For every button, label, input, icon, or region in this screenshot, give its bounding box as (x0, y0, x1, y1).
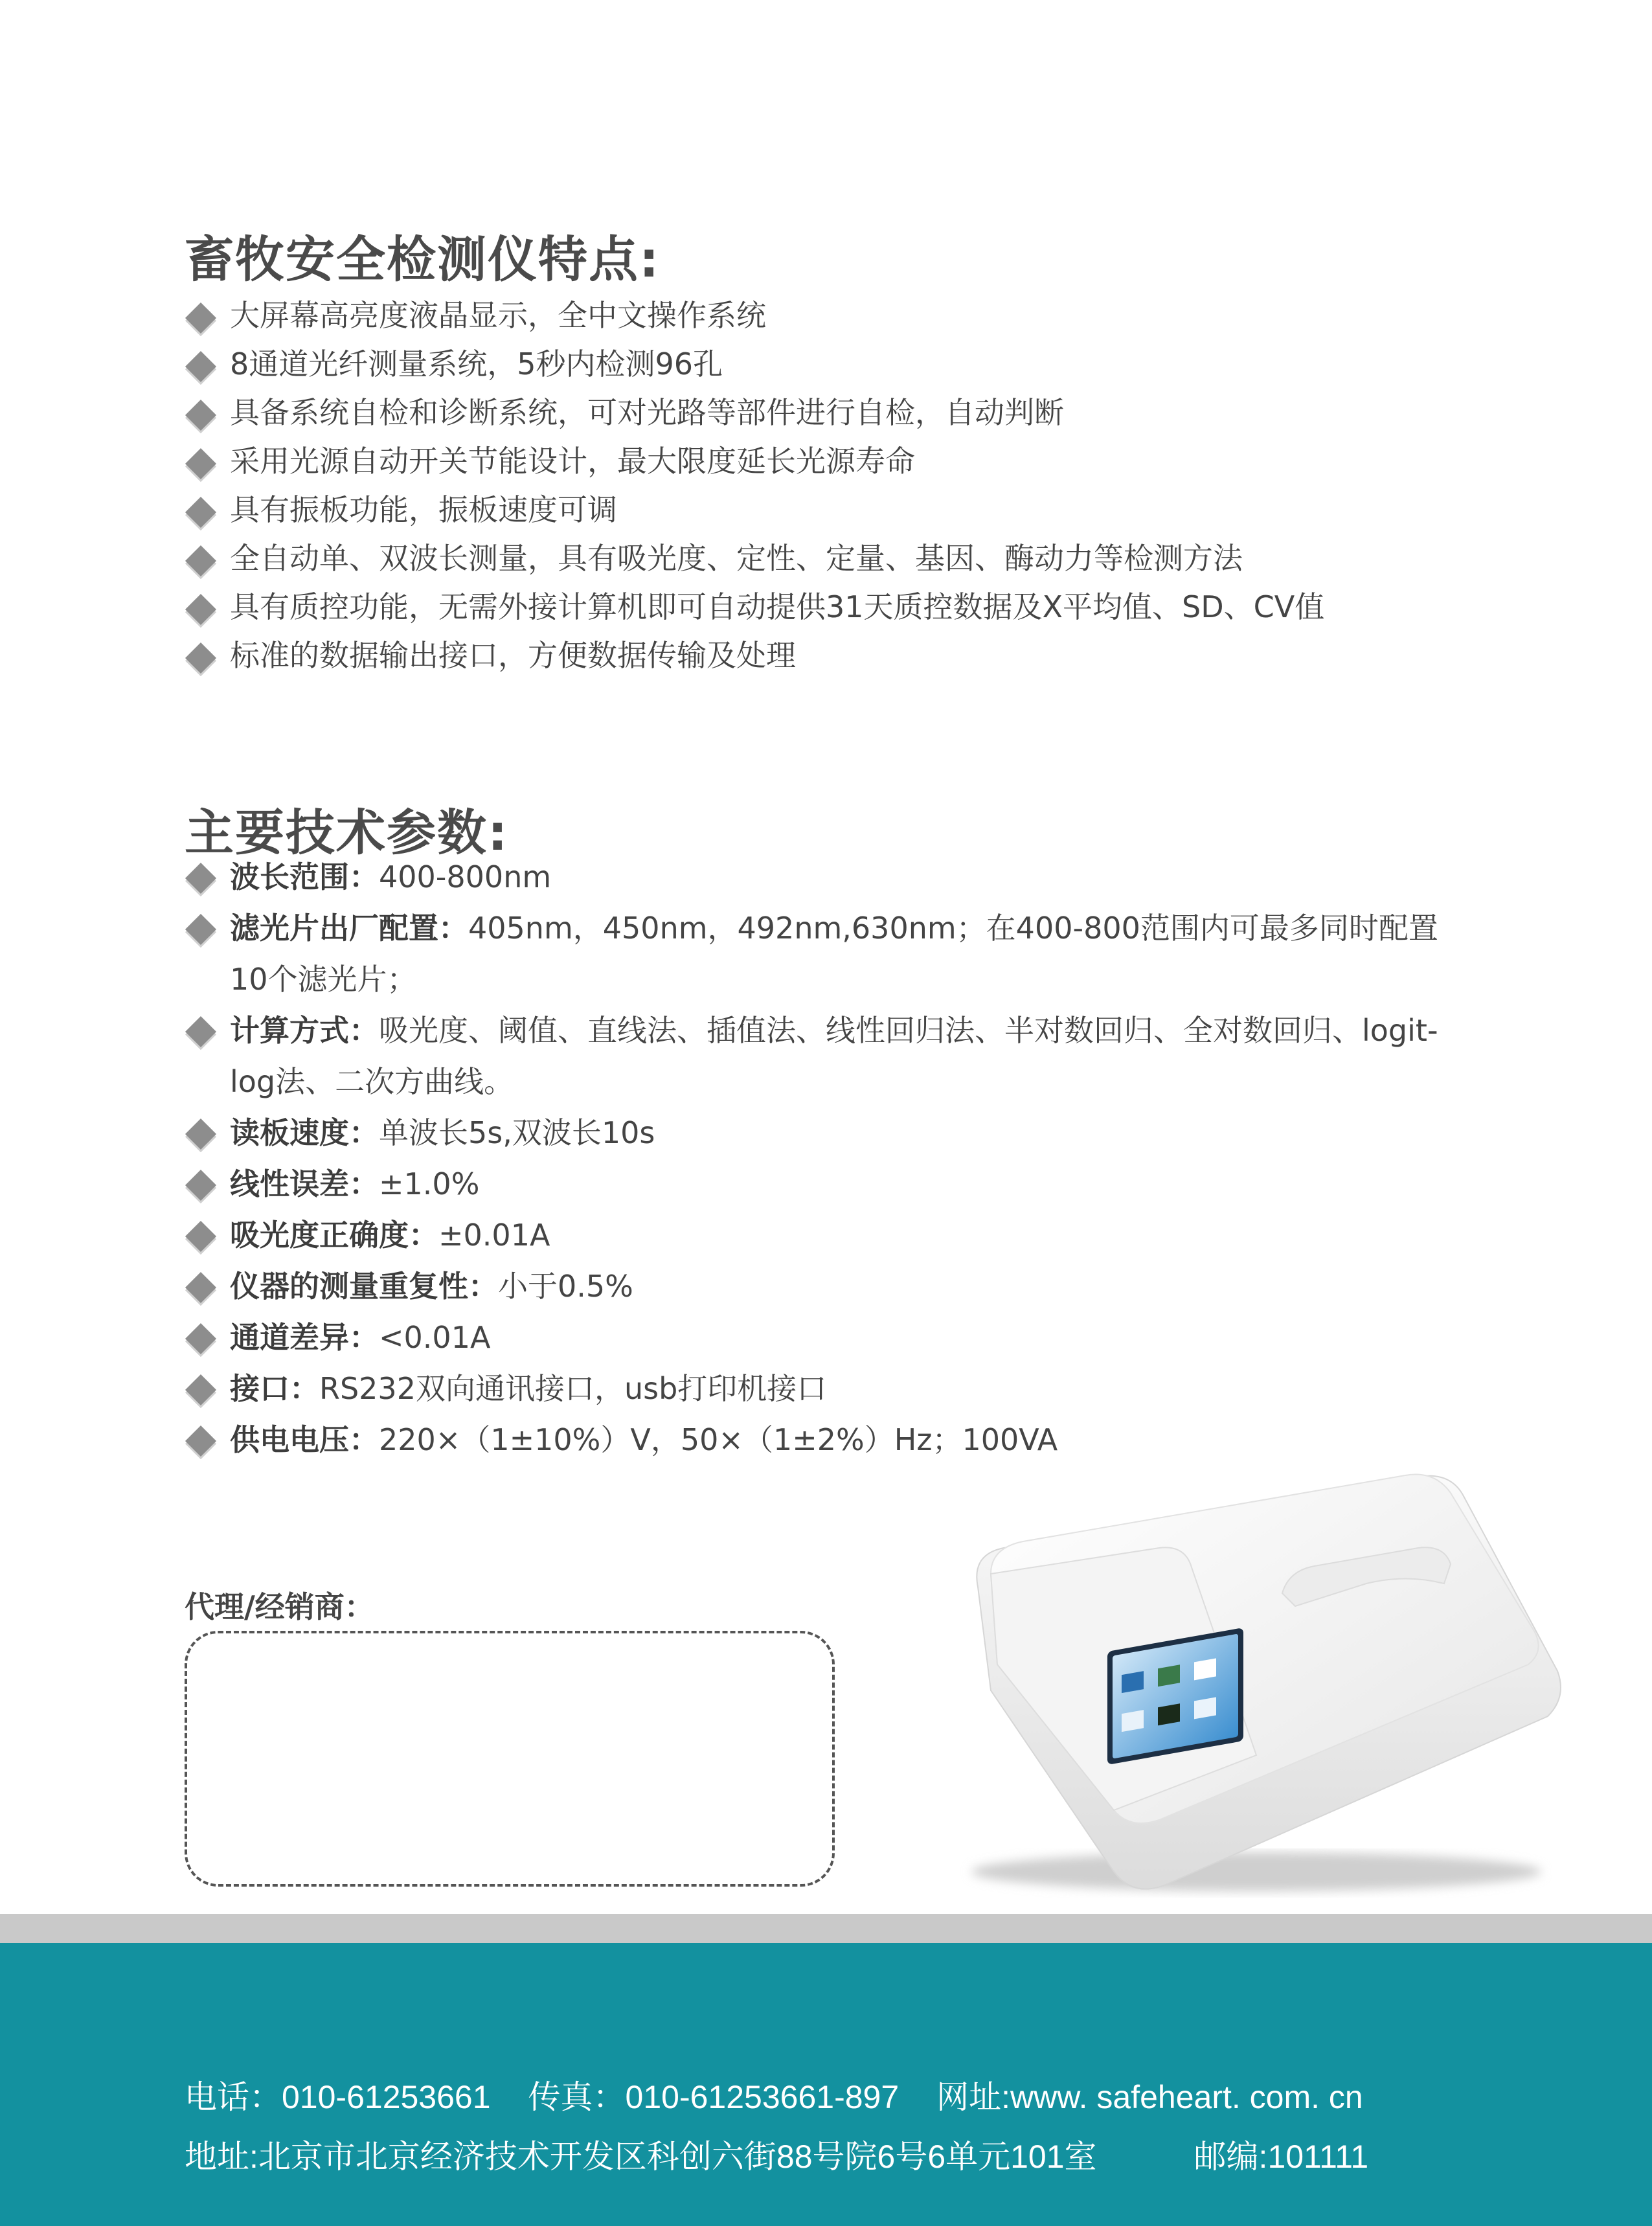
device-shadow (971, 1852, 1541, 1891)
features-title: 畜牧安全检测仪特点: (185, 231, 661, 288)
feature-item: 采用光源自动开关节能设计，最大限度延长光源寿命 (185, 437, 1324, 486)
feature-item: 标准的数据输出接口，方便数据传输及处理 (185, 631, 1324, 680)
specs-list (185, 852, 1460, 1466)
spec-item: 线性误差：±1.0% (185, 1159, 1460, 1210)
features-list (185, 291, 1324, 680)
address: 地址:北京市北京经济技术开发区科创六街88号院6号6单元101室 (185, 2139, 1097, 2175)
spec-item: 吸光度正确度：±0.01A (185, 1210, 1460, 1261)
contact-line (185, 2071, 1363, 2118)
diamond-bullet-icon (185, 1119, 216, 1150)
feature-item: 大屏幕高亮度液晶显示，全中文操作系统 (185, 291, 1324, 340)
diamond-bullet-icon (185, 448, 216, 479)
footer (0, 1943, 1652, 2226)
spec-item: 波长范围：400-800nm (185, 852, 1460, 903)
diamond-bullet-icon (185, 351, 216, 382)
feature-item: 具有质控功能，无需外接计算机即可自动提供31天质控数据及X平均值、SD、CV值 (185, 583, 1324, 631)
feature-item: 具有振板功能，振板速度可调 (185, 486, 1324, 534)
diamond-bullet-icon (185, 1272, 216, 1303)
spec-item: 接口：RS232双向通讯接口，usb打印机接口 (185, 1363, 1460, 1414)
diamond-bullet-icon (185, 914, 216, 945)
spec-item: 读板速度：单波长5s,双波长10s (185, 1107, 1460, 1159)
diamond-bullet-icon (185, 1425, 216, 1457)
dealer-label: 代理/经销商： (185, 1589, 374, 1624)
diamond-bullet-icon (185, 497, 216, 528)
diamond-bullet-icon (185, 545, 216, 576)
diamond-bullet-icon (185, 642, 216, 674)
diamond-bullet-icon (185, 1016, 216, 1047)
microplate-reader-device-image (952, 1457, 1574, 1898)
diamond-bullet-icon (185, 863, 216, 894)
diamond-bullet-icon (185, 594, 216, 625)
spec-item: 滤光片出厂配置：405nm，450nm，492nm,630nm；在400-800范围内可最多同时配置10个滤光片； (185, 903, 1460, 1005)
diamond-bullet-icon (185, 1323, 216, 1354)
website-link[interactable]: 网址:www. safeheart. com. cn (936, 2079, 1363, 2115)
device-screen (1107, 1628, 1243, 1765)
diamond-bullet-icon (185, 400, 216, 431)
specs-title: 主要技术参数: (185, 804, 509, 861)
feature-item: 具备系统自检和诊断系统，可对光路等部件进行自检，自动判断 (185, 389, 1324, 437)
spec-item: 供电电压：220×（1±10%）V，50×（1±2%）Hz；100VA (185, 1414, 1460, 1466)
diamond-bullet-icon (185, 1374, 216, 1405)
spec-item: 计算方式：吸光度、阈值、直线法、插值法、线性回归法、半对数回归、全对数回归、logit-log法、二次方曲线。 (185, 1005, 1460, 1107)
spec-item: 通道差异：<0.01A (185, 1312, 1460, 1363)
address-line (185, 2131, 1368, 2177)
feature-item: 8通道光纤测量系统，5秒内检测96孔 (185, 340, 1324, 389)
feature-item: 全自动单、双波长测量，具有吸光度、定性、定量、基因、酶动力等检测方法 (185, 534, 1324, 583)
diamond-bullet-icon (185, 1221, 216, 1252)
phone: 电话：010-61253661 (185, 2079, 491, 2115)
dealer-box (185, 1631, 835, 1887)
postcode: 邮编:101111 (1194, 2139, 1369, 2175)
diamond-bullet-icon (185, 302, 216, 334)
spec-item: 仪器的测量重复性：小于0.5% (185, 1261, 1460, 1312)
gray-band (0, 1914, 1652, 1943)
fax: 传真：010-61253661-897 (528, 2079, 900, 2115)
diamond-bullet-icon (185, 1170, 216, 1201)
